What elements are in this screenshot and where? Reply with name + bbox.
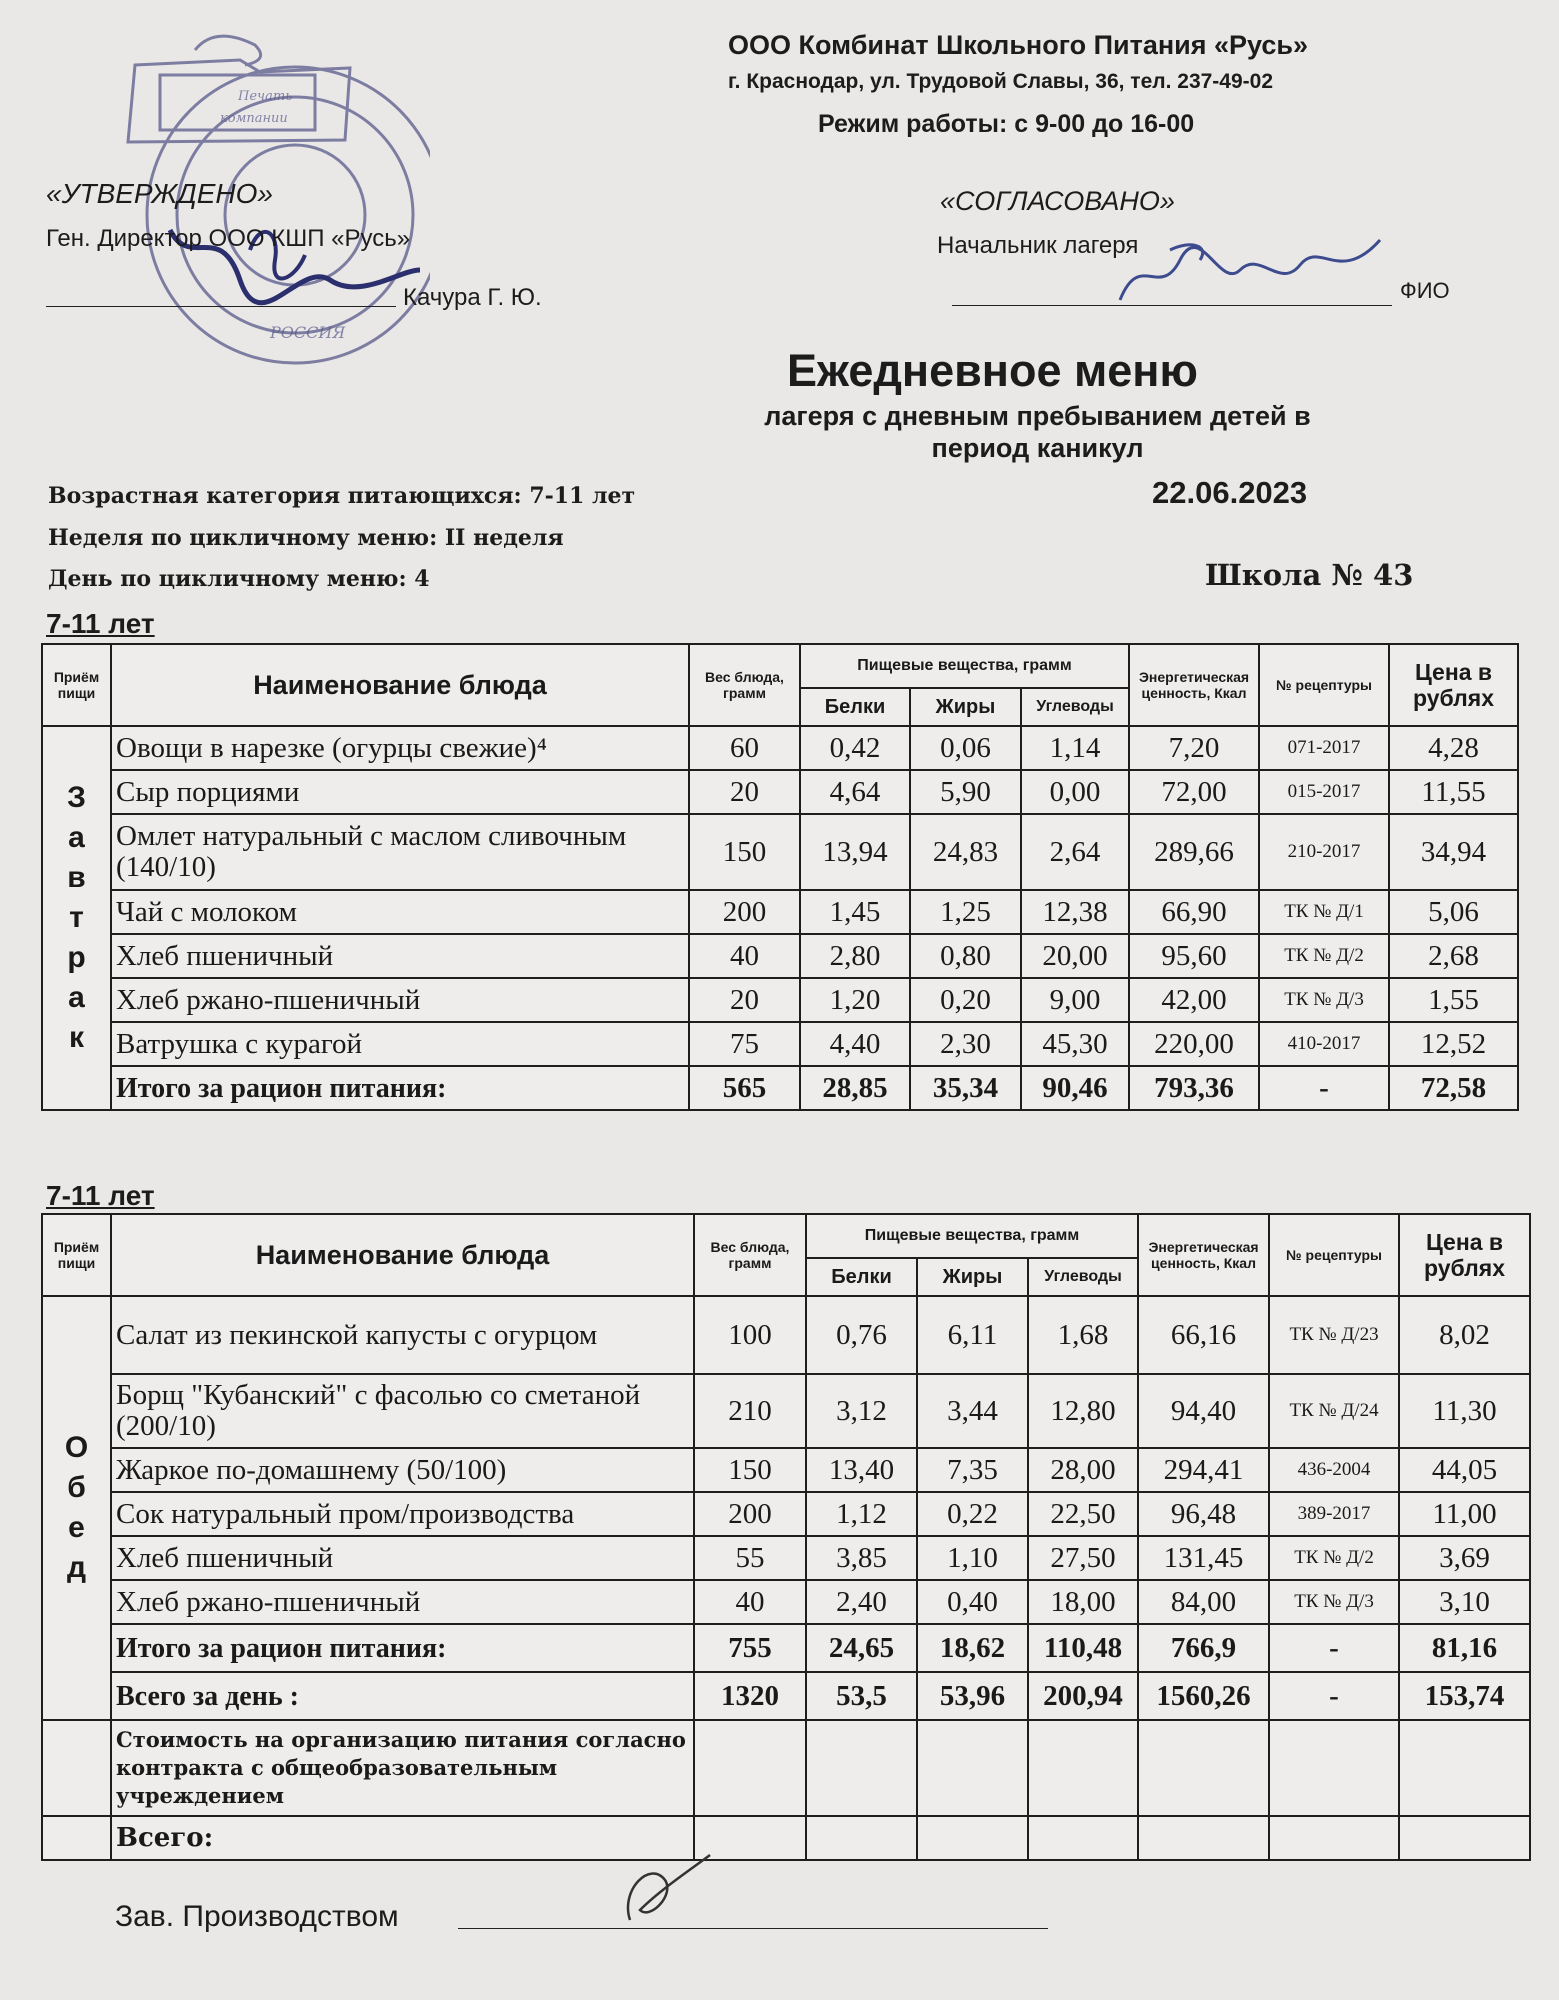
- fat: 6,11: [917, 1296, 1028, 1374]
- breakfast-table: [41, 643, 1519, 1111]
- total-weight: 565: [689, 1066, 800, 1110]
- price: 44,05: [1399, 1448, 1530, 1492]
- working-hours: Режим работы: с 9-00 до 16-00: [818, 110, 1195, 138]
- total-fat: 35,34: [910, 1066, 1021, 1110]
- agreed-signature-line: [952, 305, 1392, 306]
- dish-name: Салат из пекинской капусты с огурцом: [111, 1296, 694, 1374]
- empty-cell: [806, 1816, 917, 1860]
- approved-signature-line: [46, 306, 396, 307]
- dish-name: Овощи в нарезке (огурцы свежие)⁴: [111, 726, 689, 770]
- empty-cell: [42, 1720, 111, 1816]
- carbs: 27,50: [1028, 1536, 1138, 1580]
- carbs: 0,00: [1021, 770, 1129, 814]
- fat: 0,40: [917, 1580, 1028, 1624]
- energy: 72,00: [1129, 770, 1259, 814]
- price: 8,02: [1399, 1296, 1530, 1374]
- meal-label: З а в т р а к: [42, 726, 111, 1110]
- approved-position: Ген. Директор ООО КШП «Русь»: [46, 225, 411, 252]
- protein: 3,12: [806, 1374, 917, 1448]
- weight: 150: [689, 814, 800, 890]
- weight: 200: [694, 1492, 806, 1536]
- col-carbs: Углеводы: [1028, 1258, 1138, 1296]
- protein: 0,76: [806, 1296, 917, 1374]
- dish-name: Жаркое по-домашнему (50/100): [111, 1448, 694, 1492]
- empty-cell: [1138, 1720, 1269, 1816]
- recipe: 410-2017: [1259, 1022, 1389, 1066]
- total-price: 153,74: [1399, 1672, 1530, 1720]
- recipe: ТК № Д/2: [1259, 934, 1389, 978]
- svg-text:Печать: Печать: [238, 89, 293, 104]
- col-meal: Приём пищи: [42, 1214, 111, 1296]
- table-row: [42, 978, 1518, 1022]
- empty-cell: [42, 1816, 111, 1860]
- energy: 95,60: [1129, 934, 1259, 978]
- company-name: ООО Комбинат Школьного Питания «Русь»: [728, 30, 1309, 60]
- empty-cell: [806, 1720, 917, 1816]
- fat: 0,06: [910, 726, 1021, 770]
- dish-name: Сыр порциями: [111, 770, 689, 814]
- table-row: [42, 1296, 1530, 1374]
- total-energy: 793,36: [1129, 1066, 1259, 1110]
- carbs: 18,00: [1028, 1580, 1138, 1624]
- dish-name: Сок натуральный пром/производства: [111, 1492, 694, 1536]
- total-protein: 28,85: [800, 1066, 910, 1110]
- recipe: 436-2004: [1269, 1448, 1399, 1492]
- empty-cell: [917, 1720, 1028, 1816]
- fat: 3,44: [917, 1374, 1028, 1448]
- approved-name: Качура Г. Ю.: [403, 284, 542, 311]
- table-row: [42, 934, 1518, 978]
- fat: 1,10: [917, 1536, 1028, 1580]
- dish-name: Чай с молоком: [111, 890, 689, 934]
- price: 1,55: [1389, 978, 1518, 1022]
- carbs: 22,50: [1028, 1492, 1138, 1536]
- col-carbs: Углеводы: [1021, 688, 1129, 726]
- total-recipe: -: [1269, 1672, 1399, 1720]
- table-row: [42, 1022, 1518, 1066]
- footer-signature-line: [458, 1928, 1048, 1929]
- price: 4,28: [1389, 726, 1518, 770]
- document-date: 22.06.2023: [1152, 475, 1308, 510]
- protein: 4,64: [800, 770, 910, 814]
- svg-text:РОССИЯ: РОССИЯ: [270, 323, 346, 342]
- fat: 1,25: [910, 890, 1021, 934]
- dish-name: Ватрушка с курагой: [111, 1022, 689, 1066]
- total-label: Итого за рацион питания:: [111, 1624, 694, 1672]
- protein: 13,40: [806, 1448, 917, 1492]
- total-carbs: 200,94: [1028, 1672, 1138, 1720]
- protein: 1,12: [806, 1492, 917, 1536]
- col-protein: Белки: [800, 688, 910, 726]
- col-meal: Приём пищи: [42, 644, 111, 726]
- carbs: 20,00: [1021, 934, 1129, 978]
- lunch-age-label: 7-11 лет: [46, 1180, 155, 1211]
- col-weight: Вес блюда, грамм: [694, 1214, 806, 1296]
- svg-text:компании: компании: [220, 111, 288, 126]
- total-price: 81,16: [1399, 1624, 1530, 1672]
- dish-name: Хлеб ржано-пшеничный: [111, 978, 689, 1022]
- total-recipe: -: [1259, 1066, 1389, 1110]
- agreed-fio: ФИО: [1400, 278, 1450, 303]
- cost-row: [42, 1720, 1530, 1816]
- recipe: ТК № Д/23: [1269, 1296, 1399, 1374]
- fat: 2,30: [910, 1022, 1021, 1066]
- school-number: Школа № 43: [1205, 558, 1414, 592]
- weight: 60: [689, 726, 800, 770]
- energy: 7,20: [1129, 726, 1259, 770]
- col-fat: Жиры: [917, 1258, 1028, 1296]
- footer-signature-image: [610, 1850, 720, 1930]
- total-label: Итого за рацион питания:: [111, 1066, 689, 1110]
- table-row: [42, 1448, 1530, 1492]
- empty-cell: [1028, 1720, 1138, 1816]
- footer-label: Зав. Производством: [115, 1900, 399, 1933]
- price: 11,00: [1399, 1492, 1530, 1536]
- total-row: [42, 1066, 1518, 1110]
- recipe: ТК № Д/24: [1269, 1374, 1399, 1448]
- protein: 1,20: [800, 978, 910, 1022]
- total-energy: 1560,26: [1138, 1672, 1269, 1720]
- total-weight: 755: [694, 1624, 806, 1672]
- protein: 3,85: [806, 1536, 917, 1580]
- col-dish: Наименование блюда: [111, 1214, 694, 1296]
- recipe: 071-2017: [1259, 726, 1389, 770]
- protein: 0,42: [800, 726, 910, 770]
- cost-label: Стоимость на организацию питания согласно контракта с общеобразовательным учреждением: [111, 1720, 694, 1816]
- protein: 2,80: [800, 934, 910, 978]
- document-title: Ежедневное меню: [787, 345, 1198, 396]
- dish-name: Хлеб ржано-пшеничный: [111, 1580, 694, 1624]
- total-fat: 53,96: [917, 1672, 1028, 1720]
- table-row: [42, 1580, 1530, 1624]
- energy: 42,00: [1129, 978, 1259, 1022]
- price: 3,10: [1399, 1580, 1530, 1624]
- total-recipe: -: [1269, 1624, 1399, 1672]
- table-row: [42, 1374, 1530, 1448]
- document-subtitle: лагеря с дневным пребыванием детей в период каникул: [764, 401, 1311, 463]
- weight: 20: [689, 978, 800, 1022]
- carbs: 9,00: [1021, 978, 1129, 1022]
- total-fat: 18,62: [917, 1624, 1028, 1672]
- empty-cell: [1399, 1720, 1530, 1816]
- empty-cell: [1028, 1816, 1138, 1860]
- recipe: ТК № Д/3: [1259, 978, 1389, 1022]
- weight: 20: [689, 770, 800, 814]
- empty-cell: [1269, 1816, 1399, 1860]
- table-row: [42, 890, 1518, 934]
- fat: 0,22: [917, 1492, 1028, 1536]
- col-energy: Энергетическая ценность, Ккал: [1138, 1214, 1269, 1296]
- empty-cell: [1399, 1816, 1530, 1860]
- col-nutrients: Пищевые вещества, грамм: [800, 644, 1129, 688]
- col-weight: Вес блюда, грамм: [689, 644, 800, 726]
- total-carbs: 110,48: [1028, 1624, 1138, 1672]
- weight: 210: [694, 1374, 806, 1448]
- agreed-title: «СОГЛАСОВАНО»: [940, 186, 1175, 216]
- weight: 200: [689, 890, 800, 934]
- grand-total-label: Всего:: [111, 1816, 694, 1860]
- price: 11,30: [1399, 1374, 1530, 1448]
- energy: 96,48: [1138, 1492, 1269, 1536]
- energy: 94,40: [1138, 1374, 1269, 1448]
- recipe: 389-2017: [1269, 1492, 1399, 1536]
- weight: 100: [694, 1296, 806, 1374]
- total-protein: 24,65: [806, 1624, 917, 1672]
- weight: 55: [694, 1536, 806, 1580]
- table-row: [42, 770, 1518, 814]
- col-price: Цена в рублях: [1399, 1214, 1530, 1296]
- meal-label: О б е д: [42, 1296, 111, 1720]
- table-row: [42, 726, 1518, 770]
- weight: 40: [689, 934, 800, 978]
- energy: 84,00: [1138, 1580, 1269, 1624]
- price: 2,68: [1389, 934, 1518, 978]
- agreed-position: Начальник лагеря: [937, 232, 1139, 259]
- total-row: [42, 1624, 1530, 1672]
- price: 3,69: [1399, 1536, 1530, 1580]
- cycle-week: Неделя по цикличному меню: II неделя: [48, 525, 564, 551]
- lunch-table: [41, 1213, 1531, 1861]
- recipe: ТК № Д/1: [1259, 890, 1389, 934]
- price: 34,94: [1389, 814, 1518, 890]
- protein: 4,40: [800, 1022, 910, 1066]
- price: 5,06: [1389, 890, 1518, 934]
- col-recipe: № рецептуры: [1269, 1214, 1399, 1296]
- dish-name: Хлеб пшеничный: [111, 934, 689, 978]
- col-protein: Белки: [806, 1258, 917, 1296]
- carbs: 2,64: [1021, 814, 1129, 890]
- carbs: 45,30: [1021, 1022, 1129, 1066]
- recipe: ТК № Д/2: [1269, 1536, 1399, 1580]
- col-recipe: № рецептуры: [1259, 644, 1389, 726]
- energy: 220,00: [1129, 1022, 1259, 1066]
- agreed-signature-image: [1110, 230, 1390, 320]
- col-energy: Энергетическая ценность, Ккал: [1129, 644, 1259, 726]
- empty-cell: [1269, 1720, 1399, 1816]
- recipe: ТК № Д/3: [1269, 1580, 1399, 1624]
- table-row: [42, 814, 1518, 890]
- empty-cell: [1138, 1816, 1269, 1860]
- energy: 131,45: [1138, 1536, 1269, 1580]
- carbs: 12,80: [1028, 1374, 1138, 1448]
- protein: 1,45: [800, 890, 910, 934]
- breakfast-age-label: 7-11 лет: [46, 608, 155, 639]
- dish-name: Борщ "Кубанский" с фасолью со сметаной (200/10): [111, 1374, 694, 1448]
- carbs: 28,00: [1028, 1448, 1138, 1492]
- weight: 75: [689, 1022, 800, 1066]
- col-dish: Наименование блюда: [111, 644, 689, 726]
- table-row: [42, 1492, 1530, 1536]
- empty-cell: [917, 1816, 1028, 1860]
- fat: 0,20: [910, 978, 1021, 1022]
- col-fat: Жиры: [910, 688, 1021, 726]
- company-address: г. Краснодар, ул. Трудовой Славы, 36, тел. 237-49-02: [728, 70, 1274, 93]
- total-energy: 766,9: [1138, 1624, 1269, 1672]
- dish-name: Хлеб пшеничный: [111, 1536, 694, 1580]
- recipe: 015-2017: [1259, 770, 1389, 814]
- col-nutrients: Пищевые вещества, грамм: [806, 1214, 1138, 1258]
- total-label: Всего за день :: [111, 1672, 694, 1720]
- carbs: 12,38: [1021, 890, 1129, 934]
- energy: 66,16: [1138, 1296, 1269, 1374]
- table-row: [42, 1536, 1530, 1580]
- energy: 66,90: [1129, 890, 1259, 934]
- cycle-day: День по цикличному меню: 4: [48, 566, 430, 592]
- total-protein: 53,5: [806, 1672, 917, 1720]
- dish-name: Омлет натуральный с маслом сливочным (140/10): [111, 814, 689, 890]
- total-price: 72,58: [1389, 1066, 1518, 1110]
- empty-cell: [694, 1720, 806, 1816]
- total-carbs: 90,46: [1021, 1066, 1129, 1110]
- energy: 289,66: [1129, 814, 1259, 890]
- total-weight: 1320: [694, 1672, 806, 1720]
- age-category: Возрастная категория питающихся: 7-11 лет: [48, 483, 636, 509]
- protein: 13,94: [800, 814, 910, 890]
- approved-title: «УТВЕРЖДЕНО»: [46, 178, 274, 209]
- total-row: [42, 1672, 1530, 1720]
- price: 11,55: [1389, 770, 1518, 814]
- protein: 2,40: [806, 1580, 917, 1624]
- weight: 150: [694, 1448, 806, 1492]
- recipe: 210-2017: [1259, 814, 1389, 890]
- energy: 294,41: [1138, 1448, 1269, 1492]
- grand-total-row: [42, 1816, 1530, 1860]
- fat: 5,90: [910, 770, 1021, 814]
- fat: 0,80: [910, 934, 1021, 978]
- weight: 40: [694, 1580, 806, 1624]
- fat: 24,83: [910, 814, 1021, 890]
- carbs: 1,14: [1021, 726, 1129, 770]
- col-price: Цена в рублях: [1389, 644, 1518, 726]
- fat: 7,35: [917, 1448, 1028, 1492]
- price: 12,52: [1389, 1022, 1518, 1066]
- carbs: 1,68: [1028, 1296, 1138, 1374]
